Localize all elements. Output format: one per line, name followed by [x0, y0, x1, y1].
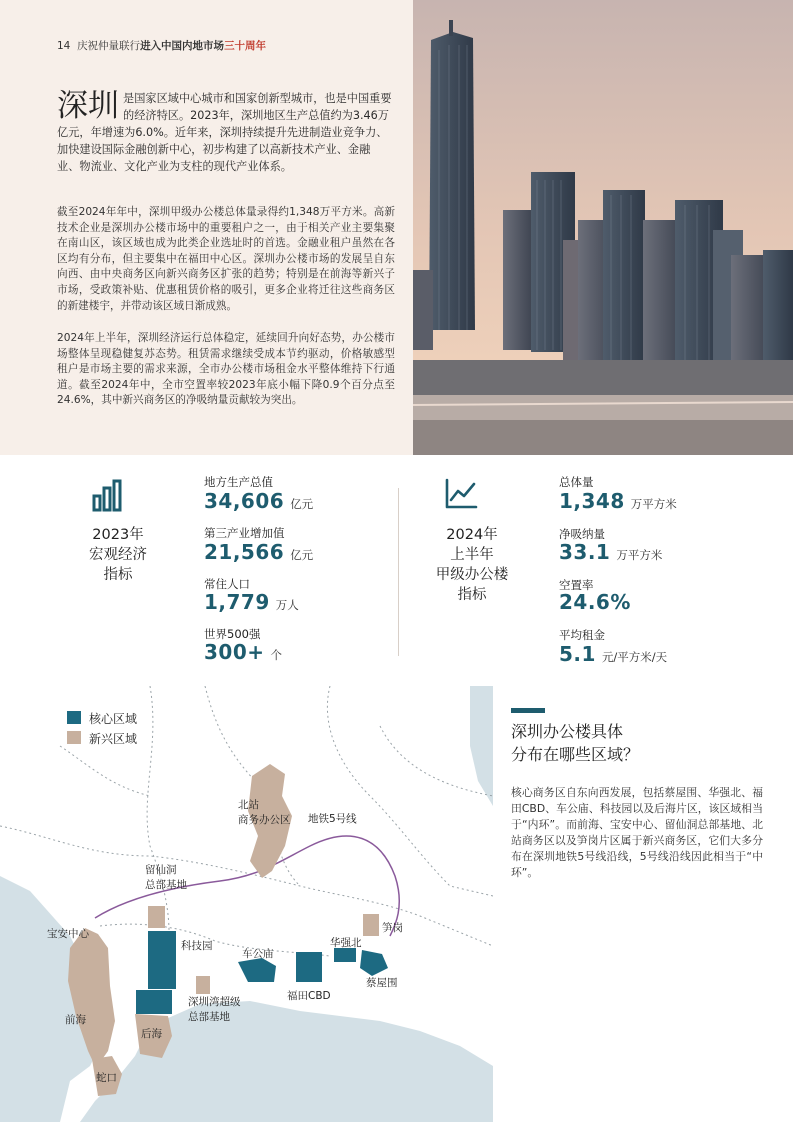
- population-value: 1,779 万人: [204, 590, 299, 614]
- label-sungang: 笋岗: [382, 922, 403, 934]
- absorption-value: 33.1 万平方米: [559, 540, 663, 564]
- label-futian-cbd: 福田CBD: [287, 990, 331, 1002]
- fortune500-value: 300+ 个: [204, 640, 283, 664]
- intro-text: 是国家区域中心城市和国家创新型城市，也是中国重要的经济特区。2023年，深圳地区生产总值约为3.46万亿元，年增速为6.0%。近年来，深圳持续提升先进制造业竞争力、加快建设国际金融创新中心，初步构建了以高新技术产业、金融业、物流业、文化产业为支柱的现代产业体系。: [57, 92, 392, 173]
- office-title-line: 2024年: [446, 527, 498, 543]
- stock-label: 总体量: [559, 475, 594, 489]
- gdp-value: 34,606 亿元: [204, 489, 314, 513]
- page-number: 14: [57, 40, 71, 52]
- accent-bar: [511, 708, 545, 713]
- kpi-divider: [398, 488, 399, 656]
- header-text-part2: 进入中国内地市场: [140, 40, 225, 52]
- sidebar-title-line: 深圳办公楼具体: [511, 722, 624, 741]
- office-paragraph-2: 2024年上半年，深圳经济运行总体稳定，延续回升向好态势，办公楼市场整体呈现稳健复苏态势。租赁需求继续受成本节约驱动，价格敏感型租户是市场主要的需求来源，全市办公楼市场租金水平整体维持下行通道。截至2024年中，全市空置率较2023年底小幅下降0.9个百分点至24.6%，其中新兴商务区的净吸纳量贡献较为突出。: [57, 332, 395, 407]
- label-shenzhenwan: 深圳湾超级 总部基地: [188, 996, 241, 1023]
- legend-new-swatch: [67, 731, 81, 744]
- vacancy-label: 空置率: [559, 578, 594, 592]
- sidebar-body: 核心商务区自东向西发展，包括蔡屋围、华强北、福田CBD、车公庙、科技园以及后海片区，该区域相当于“内环”。而前海、宝安中心、留仙洞总部基地、北站商务区以及笋岗片区属于新兴商务区，它们大多分布在深圳地铁5号线沿线，5号线沿线因此相当于“中环”。: [511, 786, 763, 879]
- label-kejiyuan: 科技园: [181, 940, 213, 952]
- label-huaqiangbei: 华强北: [330, 937, 362, 949]
- macro-title-line: 指标: [103, 567, 133, 583]
- office-title-line: 指标: [457, 587, 487, 603]
- label-beizhan: 北站 商务办公区: [238, 799, 291, 826]
- futian-cbd-area: [296, 952, 322, 982]
- legend-core-label: 核心区域: [89, 712, 138, 726]
- huaqiangbei-area: [334, 948, 356, 962]
- line-chart-icon: [444, 478, 478, 510]
- legend-core-swatch: [67, 711, 81, 724]
- kejiyuan-south-area: [136, 990, 172, 1014]
- liuxiandong-area: [148, 906, 165, 928]
- label-qianhai: 前海: [65, 1014, 86, 1026]
- label-houhai: 后海: [141, 1028, 162, 1040]
- shenzhen-office-map: [0, 686, 493, 1122]
- office-title-line: 甲级办公楼: [435, 567, 509, 583]
- header-text-part3: 三十周年: [224, 40, 267, 52]
- office-kpi-title: [432, 525, 512, 605]
- label-baoan: 宝安中心: [47, 928, 89, 940]
- fortune500-label: 世界500强: [204, 627, 261, 641]
- sidebar-title: [511, 720, 639, 766]
- macro-title-line: 宏观经济: [89, 547, 147, 563]
- stock-value: 1,348 万平方米: [559, 489, 677, 513]
- gdp-label: 地方生产总值: [204, 475, 273, 489]
- intro-drop-word: 深圳: [57, 88, 119, 124]
- header-text-part1: 庆祝仲量联行: [77, 40, 141, 52]
- bar-chart-icon: [90, 478, 124, 514]
- label-metro-line: 地铁5号线: [308, 813, 357, 825]
- page-header: [57, 38, 266, 53]
- sidebar-title-line: 分布在哪些区域？: [511, 745, 640, 764]
- label-liuxiandong: 留仙洞 总部基地: [145, 864, 187, 891]
- label-caiwuwei: 蔡屋围: [366, 977, 398, 989]
- intro-paragraph: [57, 90, 392, 175]
- kejiyuan-area: [148, 931, 176, 989]
- city-skyline-photo: [413, 0, 793, 455]
- tertiary-value: 21,566 亿元: [204, 540, 314, 564]
- vacancy-value: 24.6%: [559, 590, 631, 614]
- legend-new-label: 新兴区域: [89, 732, 138, 746]
- macro-title-line: 2023年: [92, 527, 144, 543]
- population-label: 常住人口: [204, 577, 250, 591]
- rent-label: 平均租金: [559, 628, 605, 642]
- shenzhenwan-area: [196, 976, 210, 994]
- macro-kpi-title: [78, 525, 158, 585]
- label-shekou: 蛇口: [96, 1072, 117, 1084]
- office-title-line: 上半年: [450, 547, 494, 563]
- rent-value: 5.1 元/平方米/天: [559, 642, 668, 666]
- sungang-area: [363, 914, 379, 936]
- absorption-label: 净吸纳量: [559, 527, 605, 541]
- office-paragraph-1: 截至2024年年中，深圳甲级办公楼总体量录得约1,348万平方米。高新技术企业是深圳办公楼市场中的重要租户之一，由于相关产业主要集聚在南山区，该区域也成为此类企业选址时的首选。金融业租户虽然在各区均有分布，但主要集中在福田中心区。深圳办公楼市场的发展呈自东向西、由中央商务区向新兴商务区扩张的趋势；特别是在前海等新兴子市场，受政策补贴、优惠租赁价格的吸引，更多企业将迁往这些商务区的新建楼宇，并带动该区域日渐成熟。: [57, 206, 395, 312]
- label-chegongmiao: 车公庙: [242, 948, 274, 960]
- tertiary-label: 第三产业增加值: [204, 526, 285, 540]
